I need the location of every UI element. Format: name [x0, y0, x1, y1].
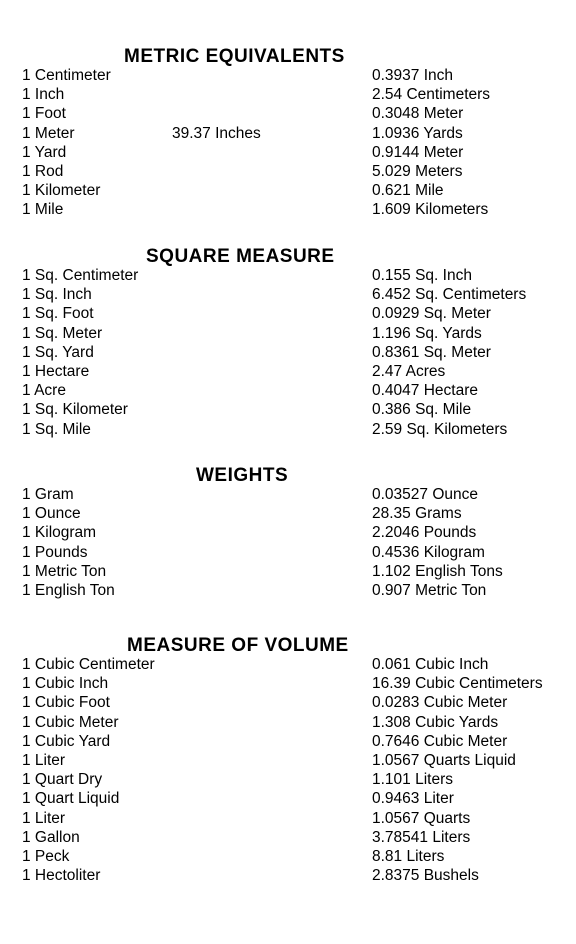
equivalent-value: 0.4536 Kilogram — [372, 543, 485, 561]
unit-label: 1 Cubic Centimeter — [22, 656, 155, 673]
equivalent-value: 3.78541 Liters — [372, 828, 471, 846]
conversion-row — [0, 655, 576, 674]
equivalent-value: 2.47 Acres — [372, 362, 446, 380]
equivalent-value: 0.8361 Sq. Meter — [372, 343, 491, 361]
section-title: MEASURE OF VOLUME — [127, 635, 349, 656]
conversion-row — [0, 809, 576, 828]
conversion-row — [0, 362, 576, 381]
conversion-row — [0, 789, 576, 808]
unit-label: 1 Hectare — [22, 362, 90, 380]
conversion-list — [0, 266, 576, 439]
conversion-row — [0, 162, 576, 181]
equivalent-value: 1.609 Kilometers — [372, 201, 489, 219]
conversion-row — [0, 343, 576, 362]
equivalent-value: 0.061 Cubic Inch — [372, 656, 489, 673]
unit-label: 1 Sq. Inch — [22, 286, 92, 304]
unit-label: 1 Inch — [22, 86, 65, 104]
unit-label: 1 Meter — [22, 124, 75, 142]
conversion-row — [0, 324, 576, 343]
conversion-row — [0, 770, 576, 789]
conversion-row — [0, 420, 576, 439]
unit-label: 1 Pounds — [22, 543, 88, 561]
unit-label: 1 Sq. Meter — [22, 324, 103, 342]
equivalent-value: 2.59 Sq. Kilometers — [372, 420, 508, 438]
section-title: SQUARE MEASURE — [146, 246, 335, 267]
conversion-row — [0, 543, 576, 562]
equivalent-value: 0.386 Sq. Mile — [372, 401, 472, 419]
equivalent-value: 2.2046 Pounds — [372, 524, 477, 542]
unit-label: 1 Yard — [22, 143, 67, 161]
unit-label: 1 Liter — [22, 751, 66, 769]
equivalent-value: 0.3937 Inch — [372, 67, 454, 84]
section-title: METRIC EQUIVALENTS — [124, 46, 345, 67]
conversion-list — [0, 66, 576, 220]
unit-label: 1 Sq. Yard — [22, 343, 94, 361]
equivalent-value: 1.101 Liters — [372, 771, 453, 789]
unit-label: 1 Sq. Mile — [22, 420, 91, 438]
conversion-row — [0, 732, 576, 751]
unit-label: 1 Sq. Foot — [22, 305, 94, 323]
equivalent-value: 16.39 Cubic Centimeters — [372, 675, 543, 693]
equivalent-value: 28.35 Grams — [372, 505, 462, 523]
unit-label: 1 Kilometer — [22, 182, 101, 200]
conversion-row — [0, 581, 576, 600]
conversion-row — [0, 562, 576, 581]
equivalent-value: 0.0929 Sq. Meter — [372, 305, 491, 323]
conversion-row — [0, 85, 576, 104]
equivalent-value: 0.0283 Cubic Meter — [372, 694, 508, 712]
unit-label: 1 Sq. Kilometer — [22, 401, 128, 419]
conversion-row — [0, 674, 576, 693]
unit-label: 1 English Ton — [22, 581, 115, 599]
equivalent-value: 0.621 Mile — [372, 182, 444, 200]
equivalent-value: 0.155 Sq. Inch — [372, 267, 472, 284]
conversion-row — [0, 523, 576, 542]
conversion-list — [0, 655, 576, 885]
equivalent-value: 0.7646 Cubic Meter — [372, 732, 508, 750]
conversion-row — [0, 828, 576, 847]
equivalent-value: 1.0567 Quarts Liquid — [372, 751, 516, 769]
unit-label: 1 Cubic Foot — [22, 694, 110, 712]
conversion-row — [0, 181, 576, 200]
conversion-row — [0, 200, 576, 219]
equivalent-value: 1.196 Sq. Yards — [372, 324, 482, 342]
unit-label: 1 Gallon — [22, 828, 80, 846]
conversion-row — [0, 751, 576, 770]
unit-label: 1 Centimeter — [22, 67, 111, 84]
intermediate-value: 39.37 Inches — [172, 124, 261, 142]
unit-label: 1 Hectoliter — [22, 867, 101, 885]
unit-label: 1 Quart Dry — [22, 771, 103, 789]
section-title: WEIGHTS — [196, 465, 289, 486]
equivalent-value: 0.9144 Meter — [372, 143, 464, 161]
equivalent-value: 2.8375 Bushels — [372, 867, 479, 885]
conversion-row — [0, 285, 576, 304]
equivalent-value: 1.102 English Tons — [372, 562, 503, 580]
unit-label: 1 Liter — [22, 809, 66, 827]
conversion-row — [0, 847, 576, 866]
conversion-row — [0, 866, 576, 885]
conversion-row — [0, 66, 576, 85]
conversion-row — [0, 266, 576, 285]
equivalent-value: 2.54 Centimeters — [372, 86, 491, 104]
conversion-row — [0, 143, 576, 162]
unit-label: 1 Gram — [22, 486, 74, 503]
unit-label: 1 Rod — [22, 162, 64, 180]
unit-label: 1 Cubic Inch — [22, 675, 109, 693]
conversion-row — [0, 104, 576, 123]
unit-label: 1 Ounce — [22, 505, 81, 523]
conversion-row — [0, 485, 576, 504]
conversion-row — [0, 304, 576, 323]
equivalent-value: 8.81 Liters — [372, 847, 445, 865]
unit-label: 1 Metric Ton — [22, 562, 107, 580]
unit-label: 1 Foot — [22, 105, 66, 123]
conversion-row — [0, 504, 576, 523]
unit-label: 1 Kilogram — [22, 524, 97, 542]
equivalent-value: 1.0567 Quarts — [372, 809, 471, 827]
conversion-row — [0, 124, 576, 143]
conversion-row — [0, 400, 576, 419]
conversion-row — [0, 713, 576, 732]
unit-label: 1 Quart Liquid — [22, 790, 120, 808]
conversion-list — [0, 485, 576, 600]
equivalent-value: 0.3048 Meter — [372, 105, 464, 123]
equivalent-value: 1.308 Cubic Yards — [372, 713, 499, 731]
equivalent-value: 1.0936 Yards — [372, 124, 463, 142]
equivalent-value: 0.907 Metric Ton — [372, 581, 487, 599]
unit-label: 1 Cubic Yard — [22, 732, 111, 750]
conversion-row — [0, 693, 576, 712]
equivalent-value: 0.9463 Liter — [372, 790, 454, 808]
unit-label: 1 Acre — [22, 382, 66, 400]
unit-label: 1 Cubic Meter — [22, 713, 119, 731]
unit-label: 1 Peck — [22, 847, 70, 865]
equivalent-value: 5.029 Meters — [372, 162, 463, 180]
unit-label: 1 Mile — [22, 201, 64, 219]
equivalent-value: 0.4047 Hectare — [372, 382, 478, 400]
equivalent-value: 6.452 Sq. Centimeters — [372, 286, 527, 304]
equivalent-value: 0.03527 Ounce — [372, 486, 479, 503]
unit-label: 1 Sq. Centimeter — [22, 267, 139, 284]
conversion-row — [0, 381, 576, 400]
